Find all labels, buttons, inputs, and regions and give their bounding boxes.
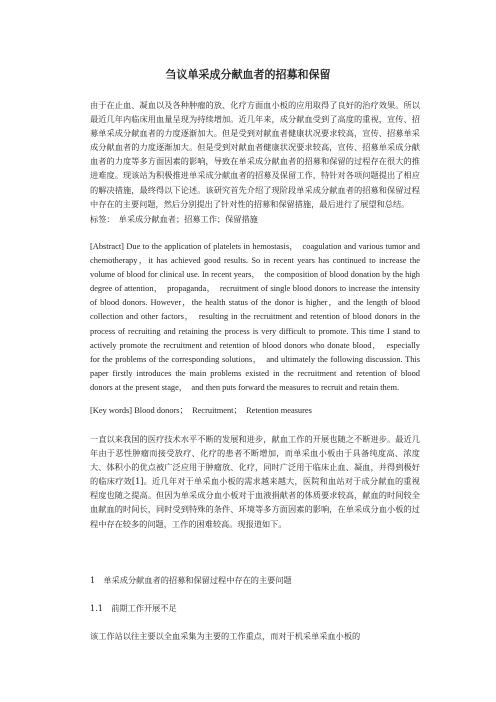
- keywords-english: [Key words] Blood donors； Recruitment； Retention measures: [90, 406, 312, 415]
- abstract-chinese: 由于在止血、凝血以及各种肿瘤的放、化疗方面血小板的应用取得了良好的治疗效果。所以最近几年内临床用血量呈现为持续增加。近几年来，成分献血受到了高度的重视，宣传、招募单采成分献血者的力度逐渐加大。但是受到对献血者健康状况要求较高，宣传、招募单采成分献血者的力度逐渐加大。但是受到对献血者健康状况要求较高，宣传、招募单采成分献血者的力度等多方面因素的影响，导致在单采成分献血者的招募和保留的过程存在很大的推进难度。现该站为积极推进单采成分献血者的招募及保留工作，特针对各项问题提出了相应的解决措施，最终得以下论述。该研究首先介绍了现阶段单采成分献血者的招募和保留过程中存在的主要问题，然后分别提出了针对性的招募和保留措施，最后进行了展望和总结。: [90, 100, 420, 209]
- abstract-english: [Abstract] Due to the application of platelets in hemostasis， coagulation and various tumor and chemotherapy，it has achieved good results. So in recent years has continued to increase the volume of blood for clinical use. In recent years， the composition of blood donation by the high degree of attention， propaganda， recruitment of single blood donors to increase the intensity of blood donors. However，the health status of the donor is higher，and the length of blood collection and other factors， resulting in the recruitment and retention of blood donors in the process of recruiting and retaining the process is very difficult to promote. This time I stand to actively promote the recruitment and retention of blood donors who donate blood， especially for the problems of the corresponding solutions， and ultimately the following discussion. This paper firstly introduces the main problems existed in the recruitment and retention of blood donors at the present stage， and then puts forward the measures to recruit and retain them.: [90, 242, 420, 392]
- subsection-heading-1-1: 1.1 前期工作开展不足: [90, 603, 177, 613]
- body-paragraph-2: 该工作站以往主要以全血采集为主要的工作重点，而对于机采单采血小板的: [90, 631, 361, 641]
- paper-title: 刍议单采成分献血者的招募和保留: [165, 68, 331, 81]
- keywords-chinese: 标签： 单采成分献血者；招募工作；保留措施: [90, 214, 258, 224]
- body-paragraph-1: 一直以来我国的医疗技术水平不断的发展和进步，献血工作的开展也随之不断进步。最近几年由于恶性肿瘤而接受放疗、化疗的患者不断增加，而单采血小板由于具备纯度高、浓度大、体积小的优点被广泛应用于肿瘤放、化疗，同时广泛用于临床止血、凝血，并得到极好的临床疗效[1]。近几年对于单采血小板的需求越来越大，医院和血站对于成分献血的重视程度也随之提高。但因为单采成分血小板对于血液捐献者的体质要求较高，献血的时间较全血献血的时间长，同时受到特殊的条件、环境等多方面因素的影响，在单采成分血小板的过程中存在较多的问题，工作的困难较高。现报道如下。: [90, 434, 420, 529]
- section-heading-1: 1 单采成分献血者的招募和保留过程中存在的主要问题: [90, 575, 292, 585]
